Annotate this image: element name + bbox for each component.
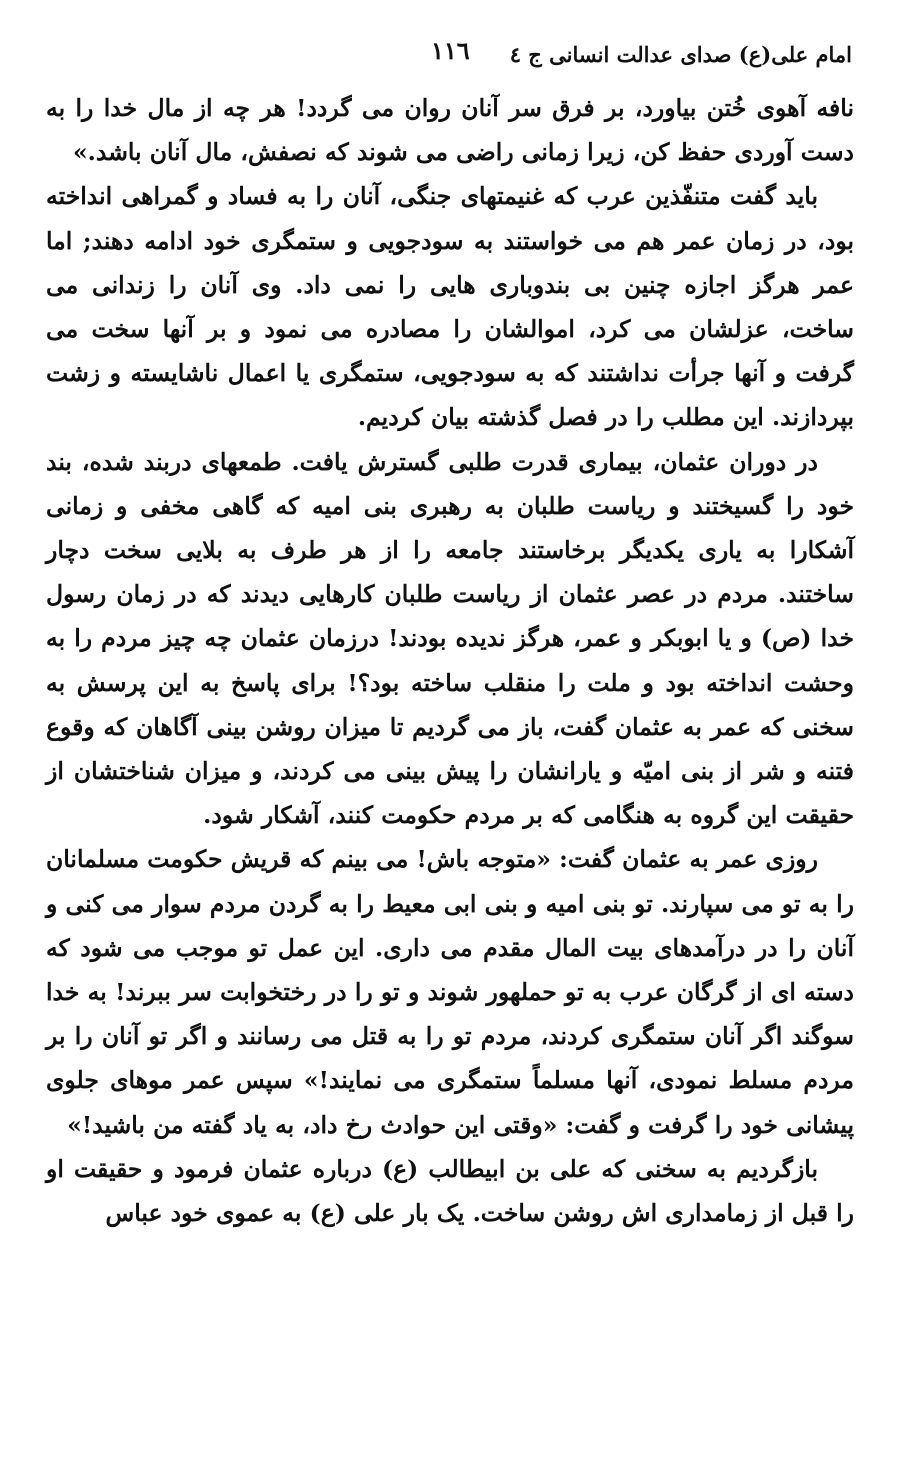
- page-body: [46, 86, 854, 1235]
- paragraph: بازگردیم به سخنی که علی بن ابیطالب (ع) درباره عثمان فرمود و حقیقت او را قبل از زمامداری اش روشن ساخت. یک بار علی (ع) به عموی خود عباس: [46, 1154, 854, 1228]
- paragraph: باید گفت متنفّذین عرب که غنیمتهای جنگی، آنان را به فساد و گمراهی انداخته بود، در زمان عمر هم می خواستند به سودجویی و ستمگری خود ادامه دهند; اما عمر هرگز اجازه چنین بی بندوباری هایی را نمی داد. وی آنان را زندانی می ساخت، عزلشان می کرد، اموالشان را مصادره می نمود و بر آنها سخت می گرفت و آنها جرأت نداشتند که به سودجویی، ستمگری یا اعمال ناشایسته و زشت بپردازند. این مطلب را در فصل گذشته بیان کردیم.: [46, 182, 854, 432]
- paragraph: در دوران عثمان، بیماری قدرت طلبی گسترش یافت. طمعهای دربند شده، بند خود را گسیختند و ریاست طلبان به رهبری بنی امیه که گاهی مخفی و زمانی آشکارا به یاری یکدیگر برخاستند جامعه را از هر طرف به بلایی سخت دچار ساختند. مردم در عصر عثمان از ریاست طلبان کارهایی دیدند که در زمان رسول خدا (ص) و یا ابوبکر و عمر، هرگز ندیده بودند! درزمان عثمان چه چیز مردم را به وحشت انداخته بود و ملت را منقلب ساخته بود؟! برای پاسخ به این پرسش به سخنی که عمر به عثمان گفت، باز می گردیم تا میزان روشن بینی آگاهان که وقوع فتنه و شر از بنی امیّه و یارانشان را پیش بینی می کردند، و میزان شناختشان از حقیقت این گروه به هنگامی که بر مردم حکومت کنند، آشکار شود.: [46, 447, 854, 830]
- paragraph: روزی عمر به عثمان گفت: «متوجه باش! می بینم که قریش حکومت مسلمانان را به تو می سپارند. تو بنی امیه و بنی ابی معیط را به گردن مردم سوار می کنی و آنان را در درآمدهای بیت المال مقدم می داری. این عمل تو موجب می شود که دسته ای از گرگان عرب به تو حملهور شوند و تو را در رختخوابت سر ببرند! به خدا سوگند اگر آنان ستمگری کردند، مردم تو را به قتل می رسانند و اگر تو آنان را بر مردم مسلط نمودی، آنها مسلماً ستمگری می نمایند!» سپس عمر موهای جلوی پیشانی خود را گرفت و گفت: «وقتی این حوادث رخ داد، به یاد گفته من باشید!»: [46, 845, 854, 1139]
- page-number: ١١٦: [431, 36, 470, 65]
- running-title: امام علی(ع) صدای عدالت انسانی ج ٤: [509, 42, 852, 67]
- page-header: [46, 36, 854, 86]
- paragraph-continuation: نافه آهوی خُتن بیاورد، بر فرق سر آنان روان می گردد! هر چه از مال خدا را به دست آوردی حفظ کن، زیرا زمانی راضی می شوند که نصفش، مال آنان باشد.»: [46, 94, 854, 167]
